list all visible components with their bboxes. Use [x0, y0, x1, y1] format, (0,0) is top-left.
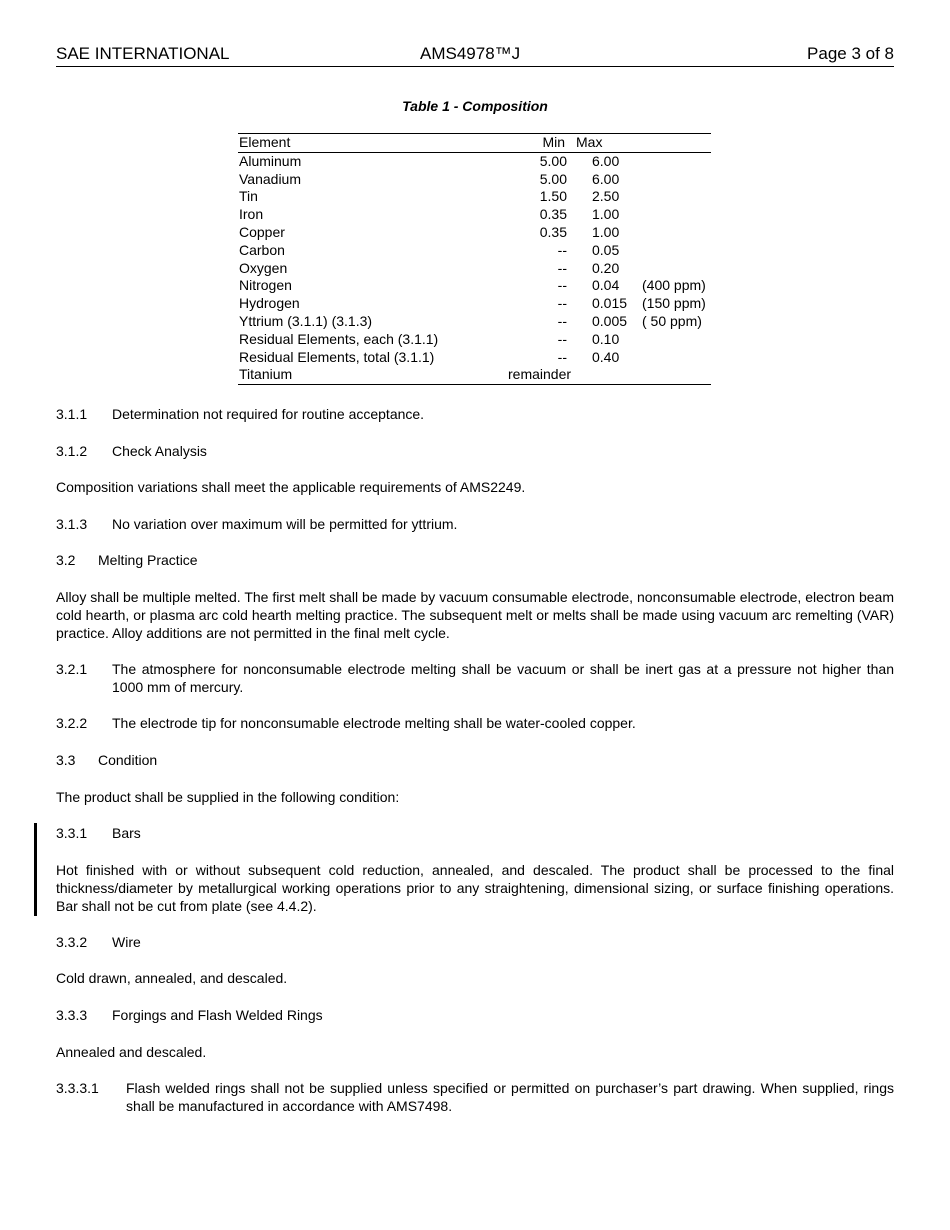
spacer-cell [567, 260, 592, 278]
ppm-cell [642, 260, 711, 278]
section-number-3-1-3: 3.1.3 [56, 516, 88, 532]
element-cell: Vanadium [239, 170, 302, 187]
min-cell: -- [557, 241, 567, 258]
page-header [56, 44, 894, 67]
section-number-3-3-3: 3.3.3 [56, 1007, 88, 1023]
max-cell: 0.40 [592, 348, 620, 365]
paragraph-3-3-1: Hot finished with or without subsequent cold reduction, annealed, and descaled. The product shall be processed to the final thickness/diameter by metallurgical working operations prior to any straightening, dimensional sizing, or surface finishing operations. Bar shall not be cut from plate (see 4.4.2). [56, 862, 894, 914]
ppm-cell [642, 331, 711, 349]
table-caption: Table 1 - Composition [402, 98, 548, 114]
min-cell: 0.35 [539, 206, 567, 223]
column-header-max: Max [576, 134, 603, 150]
min-cell: 5.00 [539, 152, 567, 169]
spacer-cell [567, 206, 592, 224]
ppm-cell: (150 ppm) [642, 295, 706, 312]
paragraph-3-2: Alloy shall be multiple melted. The first melt shall be made by vacuum consumable electrode, nonconsumable electrode, electron beam cold hearth, or plasma arc cold hearth melting practice. The subsequent melt or melts shall be made using vacuum arc remelting (VAR) practice. Alloy additions are not permitted in the final melt cycle. [56, 589, 894, 641]
spacer-cell [567, 152, 592, 170]
section-number-3-2-2: 3.2.2 [56, 715, 88, 731]
ppm-cell [642, 242, 711, 260]
max-cell: 0.015 [592, 295, 628, 312]
table-row-balance [238, 366, 711, 384]
spacer-cell [592, 366, 642, 384]
max-cell: 0.10 [592, 330, 620, 347]
spacer-cell [567, 171, 592, 189]
table-row [238, 349, 711, 367]
max-cell: 2.50 [592, 188, 620, 205]
table-row [238, 206, 711, 224]
section-title-3-3-2: Wire [112, 934, 141, 950]
min-cell: -- [557, 330, 567, 347]
table-header-row [238, 134, 711, 153]
section-number-3-2: 3.2 [56, 552, 76, 568]
section-title-3-2: Melting Practice [98, 552, 198, 568]
section-text-3-1-3: No variation over maximum will be permitted for yttrium. [112, 516, 458, 532]
spacer-cell [567, 331, 592, 349]
max-cell: 6.00 [592, 170, 620, 187]
spacer-cell [567, 295, 592, 313]
paragraph-3-3: The product shall be supplied in the following condition: [56, 789, 400, 805]
section-number-3-3-3-1: 3.3.3.1 [56, 1080, 99, 1096]
header-page-number: Page 3 of 8 [807, 44, 894, 63]
spacer-cell [567, 224, 592, 242]
table-row [238, 152, 711, 170]
table-row [238, 171, 711, 189]
spacer-cell [567, 313, 592, 331]
ppm-cell [642, 152, 711, 170]
ppm-cell [642, 224, 711, 242]
section-number-3-1-2: 3.1.2 [56, 443, 88, 459]
ppm-cell: ( 50 ppm) [642, 312, 702, 329]
spacer-cell [567, 349, 592, 367]
spacer-cell [642, 366, 711, 384]
section-title-3-3-3: Forgings and Flash Welded Rings [112, 1007, 323, 1023]
table-row [238, 188, 711, 206]
element-cell: Carbon [239, 241, 285, 258]
section-number-3-3-1: 3.3.1 [56, 825, 88, 841]
spacer-cell [567, 188, 592, 206]
header-doc-id: AMS4978™J [420, 44, 521, 63]
section-title-3-3: Condition [98, 752, 158, 768]
composition-table [238, 133, 711, 385]
max-cell: 6.00 [592, 152, 620, 169]
section-number-3-3-2: 3.3.2 [56, 934, 88, 950]
revision-change-bar [34, 823, 37, 916]
table-row [238, 277, 711, 295]
min-cell: -- [557, 295, 567, 312]
table-row [238, 295, 711, 313]
max-cell: 1.00 [592, 223, 620, 240]
max-cell: 0.04 [592, 277, 620, 294]
min-cell: -- [557, 348, 567, 365]
min-cell: 0.35 [539, 223, 567, 240]
min-cell: -- [557, 312, 567, 329]
element-cell: Nitrogen [239, 277, 292, 294]
element-cell: Titanium [239, 366, 293, 383]
min-cell: 5.00 [539, 170, 567, 187]
max-cell: 0.20 [592, 259, 620, 276]
table-row [238, 313, 711, 331]
paragraph-3-1-2: Composition variations shall meet the applicable requirements of AMS2249. [56, 479, 526, 495]
max-cell: 1.00 [592, 206, 620, 223]
ppm-cell [642, 206, 711, 224]
element-cell: Yttrium (3.1.1) (3.1.3) [239, 312, 373, 329]
paragraph-3-3-2: Cold drawn, annealed, and descaled. [56, 970, 288, 986]
min-cell: -- [557, 259, 567, 276]
element-cell: Copper [239, 223, 285, 240]
ppm-cell [642, 349, 711, 367]
element-cell: Residual Elements, total (3.1.1) [239, 348, 435, 365]
composition-table-body [238, 152, 711, 384]
section-title-3-3-1: Bars [112, 825, 141, 841]
paragraph-3-3-3: Annealed and descaled. [56, 1044, 207, 1060]
section-text-3-3-3-1: Flash welded rings shall not be supplied unless specified or permitted on purchaser’s part drawing. When supplied, rings shall be manufactured in accordance with AMS7498. [126, 1080, 894, 1114]
section-number-3-2-1: 3.2.1 [56, 661, 88, 677]
max-cell: 0.05 [592, 241, 620, 258]
remainder-cell: remainder [508, 366, 572, 383]
element-cell: Iron [239, 206, 264, 223]
element-cell: Hydrogen [239, 295, 300, 312]
ppm-cell [642, 171, 711, 189]
column-header-min: Min [542, 134, 565, 150]
max-cell: 0.005 [592, 312, 628, 329]
min-cell: 1.50 [539, 188, 567, 205]
table-row [238, 260, 711, 278]
table-row [238, 224, 711, 242]
section-text-3-2-1: The atmosphere for nonconsumable electrode melting shall be vacuum or shall be inert gas at a pressure not higher than 1000 mm of mercury. [112, 661, 894, 695]
ppm-cell [642, 188, 711, 206]
section-number-3-3: 3.3 [56, 752, 76, 768]
min-cell: -- [557, 277, 567, 294]
section-text-3-1-1: Determination not required for routine acceptance. [112, 406, 425, 422]
element-cell: Aluminum [239, 152, 302, 169]
section-number-3-1-1: 3.1.1 [56, 406, 88, 422]
spacer-cell [567, 242, 592, 260]
header-org: SAE INTERNATIONAL [56, 44, 230, 63]
ppm-cell: (400 ppm) [642, 277, 706, 294]
table-row [238, 331, 711, 349]
spacer-cell [567, 277, 592, 295]
element-cell: Tin [239, 188, 258, 205]
section-title-3-1-2: Check Analysis [112, 443, 207, 459]
element-cell: Residual Elements, each (3.1.1) [239, 330, 439, 347]
table-row [238, 242, 711, 260]
section-text-3-2-2: The electrode tip for nonconsumable electrode melting shall be water-cooled copper. [112, 715, 636, 731]
element-cell: Oxygen [239, 259, 288, 276]
column-header-element: Element [239, 134, 291, 150]
